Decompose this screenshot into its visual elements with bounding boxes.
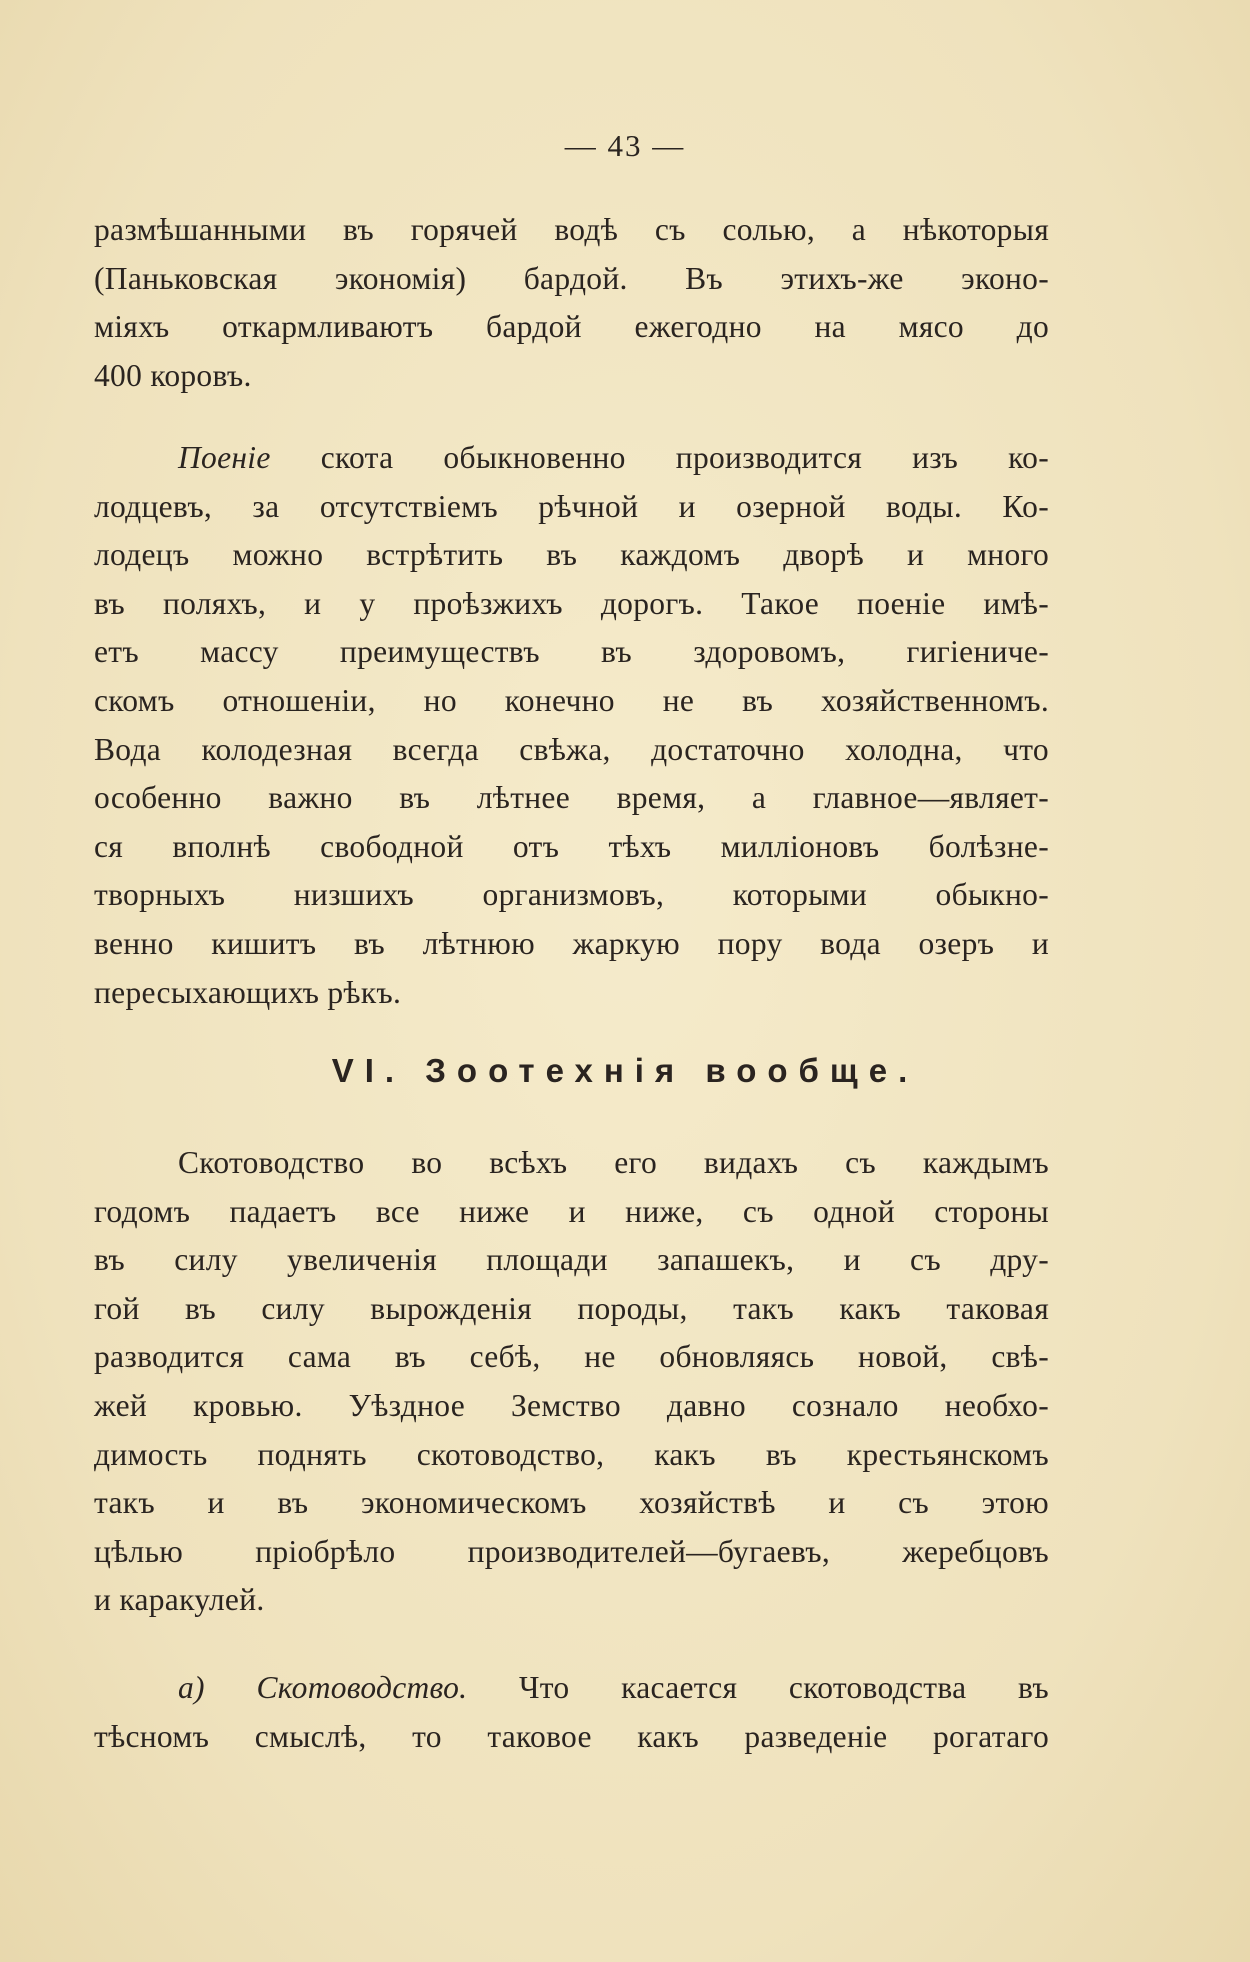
text-line: такъ и въ экономическомъ хозяйствѣ и съ этою bbox=[94, 1485, 1049, 1521]
section-heading: VI. Зоотехнія вообще. bbox=[331, 1052, 919, 1089]
text-line: лодцевъ, за отсутствіемъ рѣчной и озерной воды. Ко- bbox=[94, 488, 1049, 524]
lead-text: Что касается скотоводства въ bbox=[467, 1670, 1049, 1705]
text-line: скомъ отношеніи, но конечно не въ хозяйственномъ. bbox=[94, 682, 1049, 718]
text-line: разводится сама въ себѣ, не обновляясь новой, свѣ- bbox=[94, 1339, 1049, 1375]
text-line-first bbox=[94, 1664, 1049, 1713]
text-line: размѣшанными въ горячей водѣ съ солью, а нѣкоторыя bbox=[94, 212, 1049, 247]
lead-text: скота обыкновенно производится изъ ко- bbox=[270, 440, 1049, 475]
text-line: венно кишитъ въ лѣтнюю жаркую пору вода озеръ и bbox=[94, 925, 1049, 961]
paragraph-continued bbox=[94, 206, 1049, 400]
text-line: ся вполнѣ свободной отъ тѣхъ милліоновъ болѣзне- bbox=[94, 828, 1049, 864]
text-line: тѣсномъ смыслѣ, то таковое какъ разведеніе рогатаго bbox=[94, 1718, 1049, 1754]
text-line: пересыхающихъ рѣкъ. bbox=[94, 974, 402, 1010]
text-line: годомъ падаетъ все ниже и ниже, съ одной стороны bbox=[94, 1193, 1049, 1229]
text-line-first bbox=[94, 434, 1049, 483]
paragraph-livestock bbox=[94, 1139, 1049, 1625]
paragraph-watering bbox=[94, 434, 1049, 1017]
text-line-content: Скотоводство во всѣхъ его видахъ съ каждымъ bbox=[178, 1145, 1049, 1180]
text-line: жей кровью. Уѣздное Земство давно сознало необхо- bbox=[94, 1387, 1049, 1423]
text-line: въ силу увеличенія площади запашекъ, и съ дру- bbox=[94, 1242, 1049, 1278]
italic-term: Поеніе bbox=[178, 440, 271, 475]
text-line: цѣлью пріобрѣло производителей—бугаевъ, жеребцовъ bbox=[94, 1533, 1049, 1569]
text-line: димость поднять скотоводство, какъ въ крестьянскомъ bbox=[94, 1436, 1049, 1472]
text-line: и каракулей. bbox=[94, 1582, 265, 1618]
text-line: особенно важно въ лѣтнее время, а главное—являет- bbox=[94, 780, 1049, 816]
text-line: творныхъ низшихъ организмовъ, которыми обыкно- bbox=[94, 877, 1049, 913]
text-line: міяхъ откармливаютъ бардой ежегодно на мясо до bbox=[94, 309, 1049, 345]
text-line: лодецъ можно встрѣтить въ каждомъ дворѣ и много bbox=[94, 537, 1049, 573]
text-line: 400 коровъ. bbox=[94, 357, 252, 393]
paragraph-cattle bbox=[94, 1664, 1049, 1761]
text-line: въ поляхъ, и у проѣзжихъ дорогъ. Такое поеніе имѣ- bbox=[94, 585, 1049, 621]
text-line: етъ массу преимуществъ въ здоровомъ, гигіениче- bbox=[94, 634, 1049, 670]
page-number: — 43 — bbox=[564, 128, 686, 163]
text-line: Вода колодезная всегда свѣжа, достаточно холодна, что bbox=[94, 731, 1049, 767]
italic-term: Скотоводство. bbox=[256, 1670, 468, 1705]
text-line: (Паньковская экономія) бардой. Въ этихъ-же эконо- bbox=[94, 260, 1049, 296]
text-line-first bbox=[94, 1139, 1049, 1188]
list-label: а) bbox=[178, 1670, 257, 1705]
text-line: гой въ силу вырожденія породы, такъ какъ таковая bbox=[94, 1290, 1049, 1326]
